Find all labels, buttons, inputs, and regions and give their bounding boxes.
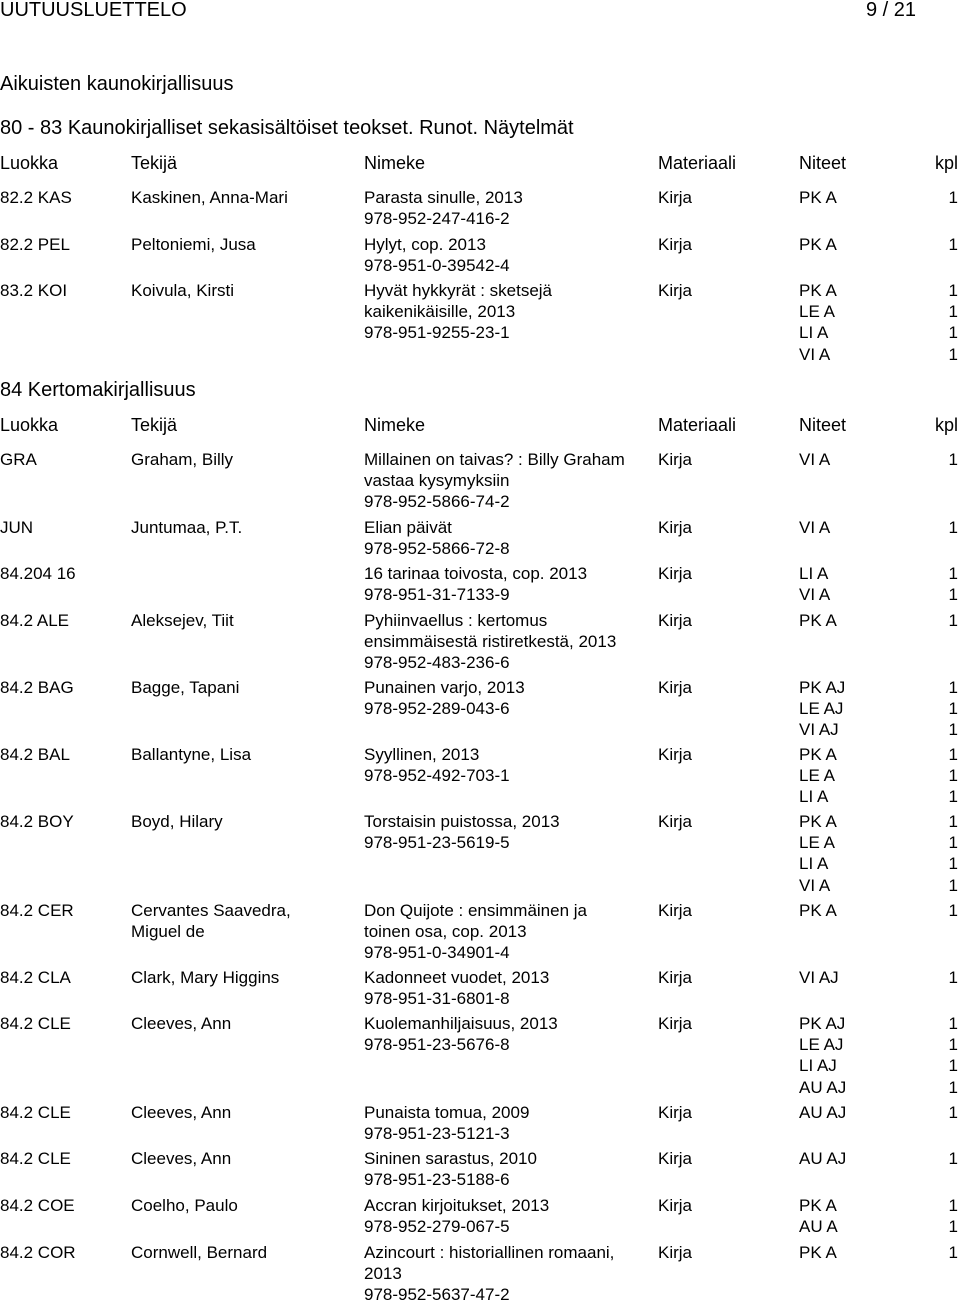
row-materiaali: Kirja	[658, 1149, 693, 1168]
row-nimeke-line: vastaa kysymyksiin	[364, 471, 510, 491]
row-kpl-line: 1	[948, 302, 958, 322]
row-kpl	[949, 517, 958, 538]
row-luokka: 84.2 BOY	[0, 812, 74, 831]
row-kpl	[949, 1013, 958, 1098]
row-luokka: 84.204 16	[0, 564, 76, 583]
row-niteet-line: AU AJ	[799, 1077, 847, 1097]
row-nimeke-line: Punainen varjo, 2013	[364, 678, 525, 697]
row-tekija-line: Cornwell, Bernard	[131, 1243, 268, 1262]
row-kpl	[949, 1195, 958, 1237]
row-nimeke-line: Pyhiinvaellus : kertomus	[364, 611, 548, 630]
row-materiaali: Kirja	[658, 1243, 693, 1262]
row-kpl	[949, 967, 958, 988]
row-luokka: GRA	[0, 450, 37, 469]
row-kpl	[949, 449, 958, 470]
row-nimeke-line: Punaista tomua, 2009	[364, 1103, 530, 1122]
row-nimeke	[364, 449, 625, 513]
row-nimeke-line: 978-951-23-5188-6	[364, 1170, 510, 1190]
row-nimeke-line: 978-951-23-5619-5	[364, 833, 510, 853]
row-luokka: JUN	[0, 518, 34, 537]
row-nimeke-line: Millainen on taivas? : Billy Graham	[364, 450, 625, 469]
row-materiaali: Kirja	[658, 1014, 693, 1033]
row-kpl-line: 1	[948, 344, 958, 364]
row-niteet-line: PK A	[799, 901, 837, 920]
row-niteet	[799, 900, 837, 921]
row-kpl-line: 1	[948, 323, 958, 343]
row-kpl-line: 1	[948, 1035, 958, 1055]
row-kpl-line: 1	[948, 854, 958, 874]
row-kpl-line: 1	[948, 699, 958, 719]
row-luokka: 84.2 BAL	[0, 745, 70, 764]
row-luokka: 84.2 CLE	[0, 1103, 71, 1122]
row-tekija-line: Graham, Billy	[131, 450, 234, 469]
row-materiaali: Kirja	[658, 564, 693, 583]
row-luokka: 83.2 KOI	[0, 281, 68, 300]
row-nimeke	[364, 1102, 529, 1144]
row-niteet-line: AU AJ	[799, 1103, 847, 1122]
row-niteet	[799, 677, 845, 741]
row-nimeke	[364, 900, 587, 964]
row-luokka: 84.2 CER	[0, 901, 74, 920]
row-luokka: 84.2 CLE	[0, 1149, 71, 1168]
row-nimeke-line: 978-952-289-043-6	[364, 699, 510, 719]
row-kpl-line: 1	[948, 745, 958, 764]
row-nimeke-line: Torstaisin puistossa, 2013	[364, 812, 560, 831]
row-nimeke-line: Kadonneet vuodet, 2013	[364, 968, 550, 987]
row-niteet	[799, 449, 830, 470]
row-niteet	[799, 563, 830, 605]
row-niteet-line: VI A	[799, 518, 831, 537]
row-niteet	[799, 610, 837, 631]
row-niteet-line: PK A	[799, 281, 837, 300]
row-nimeke	[364, 280, 552, 344]
row-kpl	[949, 187, 958, 208]
row-nimeke	[364, 517, 510, 559]
row-materiaali: Kirja	[658, 901, 693, 920]
row-kpl	[949, 1242, 958, 1263]
row-nimeke-line: 978-952-492-703-1	[364, 766, 510, 786]
row-niteet-line: PK A	[799, 188, 837, 207]
row-tekija-line: Kaskinen, Anna-Mari	[131, 188, 288, 207]
row-tekija-line: Cervantes Saavedra,	[131, 901, 291, 920]
row-tekija-line: Miguel de	[131, 922, 205, 942]
row-niteet	[799, 234, 837, 255]
row-tekija	[131, 1242, 267, 1263]
row-tekija-line: Aleksejev, Tiit	[131, 611, 234, 630]
row-niteet	[799, 744, 837, 808]
row-niteet	[799, 1148, 846, 1169]
row-nimeke	[364, 234, 510, 276]
row-kpl-line: 1	[948, 968, 958, 987]
row-tekija	[131, 1013, 231, 1034]
row-kpl-line: 1	[948, 518, 958, 537]
column-header-kpl: kpl	[934, 153, 958, 173]
row-tekija-line: Ballantyne, Lisa	[131, 745, 252, 764]
column-header-niteet: Niteet	[799, 153, 847, 173]
row-kpl-line: 1	[948, 875, 958, 895]
column-header-materiaali: Materiaali	[658, 415, 737, 435]
row-luokka: 84.2 CLA	[0, 968, 71, 987]
row-kpl-line: 1	[948, 766, 958, 786]
row-tekija-line: Cleeves, Ann	[131, 1149, 232, 1168]
column-header-nimeke: Nimeke	[364, 153, 426, 173]
row-niteet-line: PK A	[799, 1243, 837, 1262]
row-materiaali: Kirja	[658, 1103, 693, 1122]
row-nimeke	[364, 811, 560, 853]
row-kpl	[949, 900, 958, 921]
row-luokka: 82.2 KAS	[0, 188, 72, 207]
row-kpl	[949, 1102, 958, 1123]
catalog-title: UUTUUSLUETTELO	[0, 0, 187, 21]
row-kpl	[949, 280, 958, 365]
row-niteet-line: PK A	[799, 1196, 837, 1215]
row-kpl-line: 1	[948, 1217, 958, 1237]
row-materiaali: Kirja	[658, 281, 693, 300]
row-nimeke	[364, 563, 587, 605]
row-tekija-line: Coelho, Paulo	[131, 1196, 238, 1215]
row-nimeke	[364, 1013, 558, 1055]
row-tekija	[131, 234, 256, 255]
row-nimeke-line: Sininen sarastus, 2010	[364, 1149, 537, 1168]
row-kpl-line: 1	[948, 1077, 958, 1097]
row-niteet	[799, 967, 839, 988]
row-niteet-line: LE A	[799, 833, 835, 853]
row-niteet-line: VI A	[799, 875, 831, 895]
row-tekija-line: Cleeves, Ann	[131, 1014, 232, 1033]
row-tekija-line: Koivula, Kirsti	[131, 281, 234, 300]
row-kpl-line: 1	[948, 1243, 958, 1262]
row-kpl	[949, 677, 958, 741]
row-niteet-line: LE A	[799, 302, 835, 322]
row-nimeke-line: 978-951-23-5121-3	[364, 1124, 510, 1144]
row-materiaali: Kirja	[658, 968, 693, 987]
row-tekija	[131, 1195, 238, 1216]
row-nimeke-line: Hyvät hykkyrät : sketsejä	[364, 281, 553, 300]
row-niteet-line: LI A	[799, 854, 829, 874]
row-tekija	[131, 677, 239, 698]
row-niteet	[799, 1102, 846, 1123]
row-tekija	[131, 967, 279, 988]
row-kpl-line: 1	[948, 678, 958, 697]
row-kpl-line: 1	[948, 585, 958, 605]
column-header-luokka: Luokka	[0, 153, 59, 173]
section-heading: 84 Kertomakirjallisuus	[0, 379, 196, 401]
row-niteet-line: LI A	[799, 323, 829, 343]
row-niteet	[799, 1242, 837, 1263]
row-niteet	[799, 811, 837, 896]
row-kpl-line: 1	[948, 1149, 958, 1168]
row-nimeke-line: Elian päivät	[364, 518, 452, 537]
row-nimeke-line: 978-952-5866-72-8	[364, 539, 510, 559]
row-nimeke-line: 978-951-0-39542-4	[364, 256, 510, 276]
row-niteet	[799, 517, 830, 538]
row-nimeke-line: 978-951-31-7133-9	[364, 585, 510, 605]
row-materiaali: Kirja	[658, 518, 693, 537]
row-kpl-line: 1	[948, 1103, 958, 1122]
page-number: 9 / 21	[865, 0, 916, 21]
row-niteet-line: VI A	[799, 450, 831, 469]
row-nimeke-line: 978-952-279-067-5	[364, 1217, 510, 1237]
row-luokka: 84.2 COE	[0, 1196, 75, 1215]
column-header-niteet: Niteet	[799, 415, 847, 435]
row-nimeke-line: 978-951-23-5676-8	[364, 1035, 510, 1055]
row-kpl-line: 1	[948, 235, 958, 254]
column-header-tekija: Tekijä	[131, 415, 178, 435]
row-niteet	[799, 280, 837, 365]
row-niteet-line: PK A	[799, 812, 837, 831]
row-nimeke-line: Syyllinen, 2013	[364, 745, 480, 764]
row-kpl-line: 1	[948, 281, 958, 300]
section-heading: 80 - 83 Kaunokirjalliset sekasisältöiset teokset. Runot. Näytelmät	[0, 117, 574, 139]
column-header-tekija: Tekijä	[131, 153, 178, 173]
row-materiaali: Kirja	[658, 678, 693, 697]
row-niteet	[799, 1013, 846, 1098]
row-kpl-line: 1	[948, 188, 958, 207]
row-tekija-line: Juntumaa, P.T.	[131, 518, 243, 537]
row-kpl	[949, 610, 958, 631]
row-kpl	[949, 234, 958, 255]
column-header-kpl: kpl	[934, 415, 958, 435]
row-nimeke-line: 978-952-5866-74-2	[364, 492, 510, 512]
row-luokka: 84.2 COR	[0, 1243, 76, 1262]
row-nimeke-line: kaikenikäisille, 2013	[364, 302, 516, 322]
row-nimeke	[364, 677, 525, 719]
row-niteet-line: VI AJ	[799, 720, 839, 740]
row-materiaali: Kirja	[658, 235, 693, 254]
row-niteet-line: LI A	[799, 564, 829, 583]
row-nimeke-line: Hylyt, cop. 2013	[364, 235, 486, 254]
row-nimeke	[364, 1242, 614, 1306]
row-kpl-line: 1	[948, 1014, 958, 1033]
row-tekija	[131, 280, 234, 301]
row-nimeke	[364, 1148, 537, 1190]
row-niteet-line: VI A	[799, 585, 831, 605]
row-nimeke	[364, 744, 510, 786]
row-kpl-line: 1	[948, 720, 958, 740]
row-niteet-line: LI A	[799, 787, 829, 807]
row-kpl	[949, 811, 958, 896]
row-nimeke	[364, 967, 549, 1009]
row-nimeke-line: 978-951-31-6801-8	[364, 989, 510, 1009]
row-luokka: 84.2 BAG	[0, 678, 74, 697]
row-kpl-line: 1	[948, 901, 958, 920]
row-kpl-line: 1	[948, 1056, 958, 1076]
column-header-nimeke: Nimeke	[364, 415, 426, 435]
row-niteet-line: LE AJ	[799, 699, 844, 719]
row-kpl-line: 1	[948, 611, 958, 630]
row-niteet	[799, 1195, 838, 1237]
row-nimeke-line: 978-952-247-416-2	[364, 209, 510, 229]
row-niteet-line: AU A	[799, 1217, 838, 1237]
row-luokka: 84.2 CLE	[0, 1014, 71, 1033]
row-tekija	[131, 900, 291, 942]
column-header-materiaali: Materiaali	[658, 153, 737, 173]
row-kpl-line: 1	[948, 787, 958, 807]
row-tekija-line: Boyd, Hilary	[131, 812, 223, 831]
row-materiaali: Kirja	[658, 450, 693, 469]
row-materiaali: Kirja	[658, 1196, 693, 1215]
row-materiaali: Kirja	[658, 611, 693, 630]
row-niteet-line: PK A	[799, 745, 837, 764]
row-nimeke-line: 16 tarinaa toivosta, cop. 2013	[364, 564, 588, 583]
row-niteet-line: LI AJ	[799, 1056, 837, 1076]
row-luokka: 84.2 ALE	[0, 611, 70, 630]
row-kpl	[949, 744, 958, 808]
row-nimeke	[364, 1195, 549, 1237]
row-niteet-line: LE A	[799, 766, 835, 786]
row-nimeke	[364, 610, 616, 674]
row-kpl-line: 1	[948, 812, 958, 831]
row-materiaali: Kirja	[658, 812, 693, 831]
row-nimeke-line: 978-952-5637-47-2	[364, 1285, 510, 1305]
row-nimeke-line: Kuolemanhiljaisuus, 2013	[364, 1014, 558, 1033]
row-niteet-line: AU AJ	[799, 1149, 847, 1168]
row-materiaali: Kirja	[658, 188, 693, 207]
row-niteet-line: VI A	[799, 344, 831, 364]
row-niteet	[799, 187, 837, 208]
row-nimeke-line: Parasta sinulle, 2013	[364, 188, 523, 207]
row-nimeke	[364, 187, 523, 229]
row-materiaali: Kirja	[658, 745, 693, 764]
row-niteet-line: PK A	[799, 235, 837, 254]
row-kpl-line: 1	[948, 564, 958, 583]
row-nimeke-line: toinen osa, cop. 2013	[364, 922, 527, 942]
row-kpl	[949, 1148, 958, 1169]
row-tekija	[131, 811, 223, 832]
row-niteet-line: LE AJ	[799, 1035, 844, 1055]
row-tekija	[131, 610, 234, 631]
row-niteet-line: PK AJ	[799, 1014, 846, 1033]
row-tekija-line: Bagge, Tapani	[131, 678, 240, 697]
row-niteet-line: PK AJ	[799, 678, 846, 697]
row-tekija-line: Peltoniemi, Jusa	[131, 235, 256, 254]
row-nimeke-line: Don Quijote : ensimmäinen ja	[364, 901, 588, 920]
row-tekija	[131, 187, 288, 208]
row-nimeke-line: 978-952-483-236-6	[364, 653, 510, 673]
row-tekija-line: Cleeves, Ann	[131, 1103, 232, 1122]
row-tekija-line: Clark, Mary Higgins	[131, 968, 280, 987]
row-kpl-line: 1	[948, 1196, 958, 1215]
row-niteet-line: PK A	[799, 611, 837, 630]
category-heading: Aikuisten kaunokirjallisuus	[0, 73, 234, 95]
row-tekija	[131, 517, 242, 538]
row-tekija	[131, 1148, 231, 1169]
row-nimeke-line: 978-951-9255-23-1	[364, 323, 510, 343]
row-niteet-line: VI AJ	[799, 968, 839, 987]
row-kpl-line: 1	[948, 833, 958, 853]
row-nimeke-line: Azincourt : historiallinen romaani,	[364, 1243, 615, 1262]
row-tekija	[131, 449, 233, 470]
row-nimeke-line: 2013	[364, 1264, 402, 1284]
row-kpl	[949, 563, 958, 605]
row-tekija	[131, 744, 251, 765]
column-header-luokka: Luokka	[0, 415, 59, 435]
row-nimeke-line: ensimmäisestä ristiretkestä, 2013	[364, 632, 617, 652]
row-kpl-line: 1	[948, 450, 958, 469]
row-nimeke-line: 978-951-0-34901-4	[364, 943, 510, 963]
row-tekija	[131, 1102, 231, 1123]
row-luokka: 82.2 PEL	[0, 235, 70, 254]
row-nimeke-line: Accran kirjoitukset, 2013	[364, 1196, 550, 1215]
